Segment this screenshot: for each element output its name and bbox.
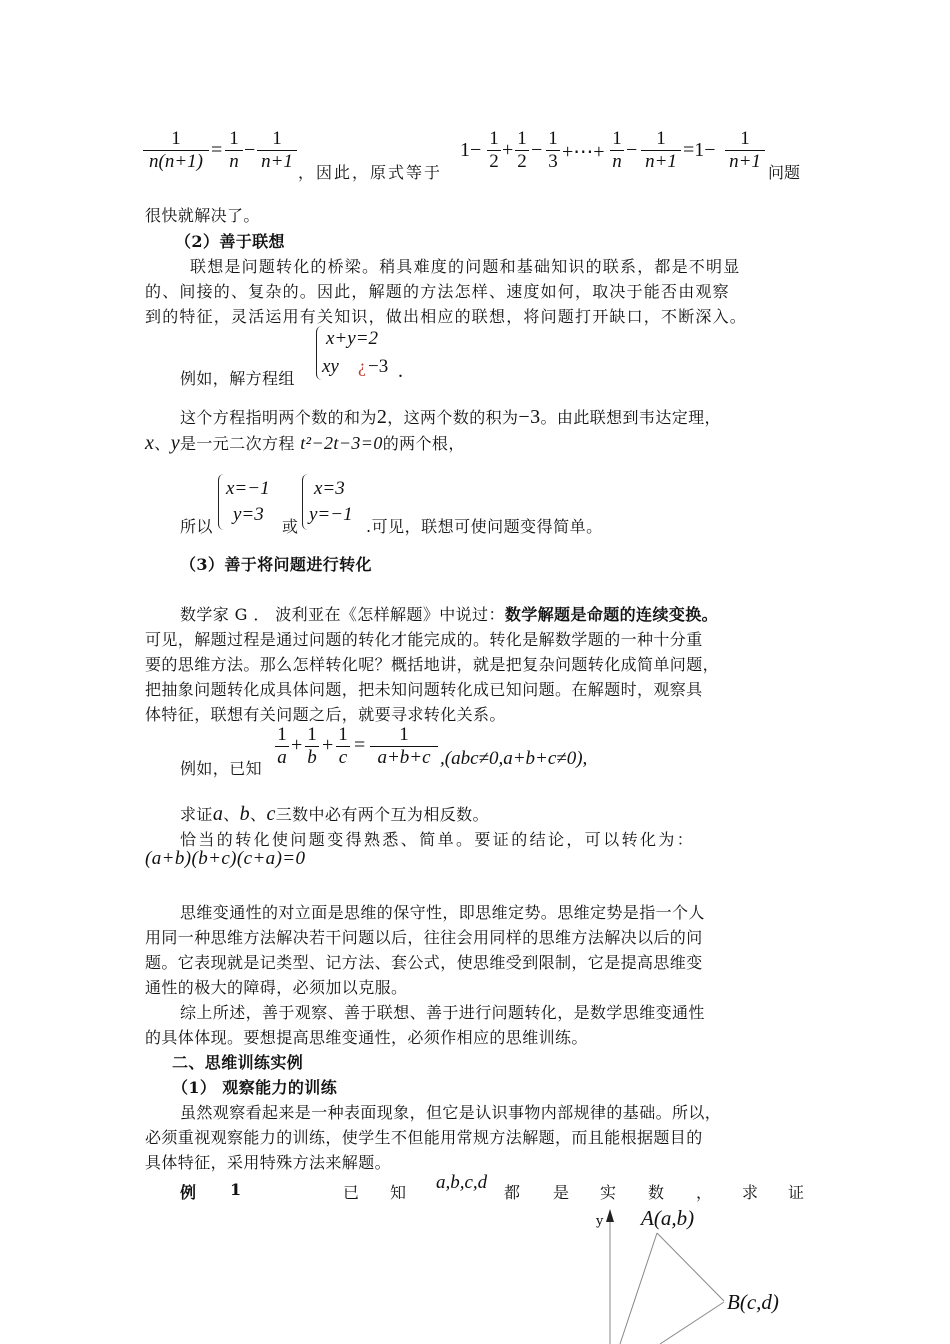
equals-sign: = (354, 734, 366, 756)
solutions-label: 所以 (180, 517, 213, 536)
example-1-word: 证 (788, 1183, 805, 1202)
paragraph-line: 的具体体现。要想提高思维变通性，必须作相应的思维训练。 (145, 1028, 588, 1047)
ex2-frac-1-over-c: $\frac{1}{c}$ (336, 724, 350, 769)
paragraph-line: 很快就解决了。 (145, 206, 260, 225)
paragraph-line: 到的特征，灵活运用有关知识，做出相应的联想，将问题打开缺口，不断深入。 (145, 307, 748, 326)
text-therefore: ，因此，原式等于 (298, 163, 443, 182)
series-start: 1− (460, 139, 482, 161)
paragraph-line: 具体特征，采用特殊方法来解题。 (145, 1153, 392, 1172)
paragraph-line: 综上所述，善于观察、善于联想、善于进行问题转化，是数学思维变通性 (180, 1003, 705, 1022)
point-a-label: A(a,b) (641, 1206, 695, 1230)
example-label: 例如，已知 (180, 759, 263, 778)
example-1-variables: a,b,c,d (436, 1172, 488, 1193)
example-1-number: 1 (230, 1180, 242, 1199)
solution-1-eq2: y=3 (233, 504, 264, 525)
fraction-1-over-n-plus-1: $\frac{1}{n+1}$ (257, 128, 297, 173)
section-heading-transform: （3）善于将问题进行转化 (180, 555, 372, 574)
paragraph-line: 虽然观察看起来是一种表面现象，但它是认识事物内部规律的基础。所以， (180, 1103, 722, 1122)
ex2-frac-1-over-b: $\frac{1}{b}$ (305, 724, 319, 769)
example-1-word: 已 (343, 1183, 360, 1202)
series-frac-4: $\frac{1}{n}$ (610, 128, 624, 173)
example-1-word: 是 (553, 1183, 570, 1202)
series-frac-2: $\frac{1}{2}$ (515, 128, 529, 173)
series-frac-1: $\frac{1}{2}$ (487, 128, 501, 173)
example-1-word: 实 (600, 1183, 617, 1202)
solution-tail: .可见，联想可使问题变得简单。 (366, 517, 603, 536)
ex2-frac-1-over-sum: $\frac{1}{a+b+c}$ (370, 724, 438, 769)
y-axis-arrow-icon (606, 1209, 614, 1222)
system-period: . (398, 360, 403, 382)
proof-target-equation: (a+b)(b+c)(c+a)=0 (145, 848, 306, 869)
system-equation-2-glyph: ¿ (358, 356, 366, 376)
ex2-condition: ,(abc≠0,a+b+c≠0), (440, 748, 588, 769)
minus-sign-3: − (626, 139, 638, 161)
example-1-word: 知 (390, 1183, 407, 1202)
plus-sign: + (291, 734, 303, 756)
example-1-word: ， (696, 1183, 713, 1202)
paragraph-line: 体特征，联想有关问题之后，就要寻求转化关系。 (145, 705, 506, 724)
example-1-word: 求 (742, 1183, 759, 1202)
minus-sign-2: − (531, 139, 543, 161)
ex2-frac-1-over-a: $\frac{1}{a}$ (275, 724, 289, 769)
segment-ab (657, 1233, 724, 1301)
example-1-word: 都 (504, 1183, 521, 1202)
example-1-label: 例 (180, 1183, 197, 1202)
paragraph-line: 的、间接的、复杂的。因此，解题的方法怎样、速度如何，取决于能否由观察 (145, 282, 730, 301)
fraction-1-over-n-n-plus-1: $\frac{1}{n(n+1)}$ (143, 128, 209, 173)
paragraph-line: x、y是一元二次方程 t²−2t−3=0的两个根， (145, 432, 465, 454)
section-heading-association: （2）善于联想 (175, 232, 285, 251)
segment-ob (660, 1302, 724, 1344)
solution-1-brace (218, 474, 225, 530)
paragraph-line: 把抽象问题转化成具体问题，把未知问题转化成已知问题。在解题时，观察具 (145, 680, 703, 699)
paragraph-line: 要的思维方法。那么怎样转化呢？概括地讲，就是把复杂问题转化成简单问题， (145, 655, 720, 674)
solution-2-eq1: x=3 (314, 478, 345, 499)
point-b-label: B(c,d) (727, 1290, 779, 1314)
text-problem: 问题 (768, 163, 801, 182)
solution-2-brace (302, 474, 309, 530)
y-axis-label: y (596, 1214, 604, 1229)
equals-sign: = (211, 139, 223, 161)
system-equation-2-lhs: xy (322, 356, 339, 377)
series-frac-6: $\frac{1}{n+1}$ (725, 128, 765, 173)
paragraph-line: 恰当的转化使问题变得熟悉、简单。要证的结论，可以转化为： (180, 830, 696, 849)
paragraph-line: 用同一种思维方法解决若干问题以后，往往会用同样的思维方法解决以后的问 (145, 928, 703, 947)
section-heading-examples: 二、思维训练实例 (172, 1053, 304, 1072)
segment-oa (620, 1233, 657, 1344)
paragraph-line: 求证a、b、c三数中必有两个互为相反数。 (180, 803, 489, 825)
solution-1-eq1: x=−1 (226, 478, 270, 499)
example-label: 例如，解方程组 (180, 369, 295, 388)
paragraph-line: 必须重视观察能力的训练，使学生不但能用常规方法解题，而且能根据题目的 (145, 1128, 703, 1147)
system-equation-2-rhs: −3 (368, 356, 389, 377)
system-equation-1: x+y=2 (326, 328, 379, 349)
ellipsis-plus: +⋯+ (562, 141, 605, 163)
paragraph-line: 题。它表现就是记类型、记方法、套公式，使思维受到限制，它是提高思维变 (145, 953, 703, 972)
paragraph-line: 数学家 G ． 波利亚在《怎样解题》中说过：数学解题是命题的连续变换。 (180, 605, 719, 624)
paragraph-line: 可见，解题过程是通过问题的转化才能完成的。转化是解数学题的一种十分重 (145, 630, 703, 649)
plus-sign: + (502, 139, 514, 161)
fraction-1-over-n: $\frac{1}{n}$ (225, 128, 243, 173)
paragraph-line: 联想是问题转化的桥梁。稍具难度的问题和基础知识的联系，都是不明显 (190, 257, 741, 276)
or-text: 或 (282, 517, 299, 536)
paragraph-line: 这个方程指明两个数的和为2，这两个数的积为−3。由此联想到韦达定理， (180, 406, 721, 428)
example-1-word: 数 (648, 1183, 665, 1202)
paragraph-line: 通性的极大的障碍，必须加以克服。 (145, 978, 408, 997)
solution-2-eq2: y=−1 (309, 504, 353, 525)
paragraph-line: 思维变通性的对立面是思维的保守性，即思维定势。思维定势是指一个人 (180, 903, 705, 922)
equals-one-minus: =1− (683, 139, 716, 161)
series-frac-5: $\frac{1}{n+1}$ (641, 128, 681, 173)
plus-sign: + (322, 734, 334, 756)
subsection-heading-observation: （1） 观察能力的训练 (172, 1078, 338, 1097)
minus-sign: − (244, 139, 256, 161)
series-frac-3: $\frac{1}{3}$ (546, 128, 560, 173)
